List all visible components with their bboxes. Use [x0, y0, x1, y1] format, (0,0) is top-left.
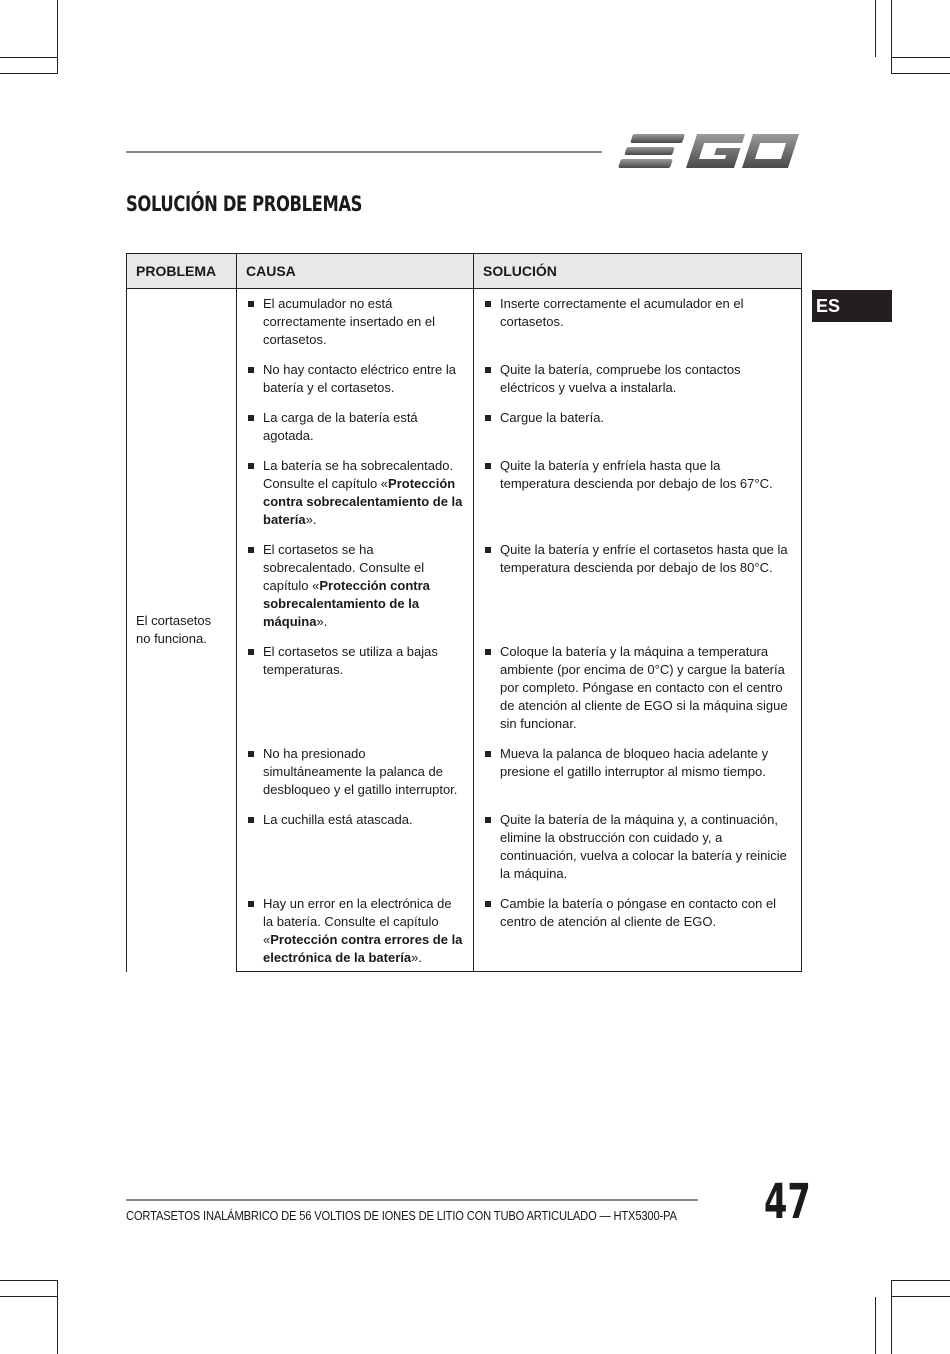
cause-text: La batería se ha sobrecalentado. Consulte el capítulo « — [263, 458, 454, 491]
header-solution: SOLUCIÓN — [474, 254, 802, 289]
cause-text: Hay un error en la electrónica de la batería. Consulte el capítulo « — [263, 896, 452, 947]
solution-text: Quite la batería, compruebe los contactos eléctricos y vuelva a instalarla. — [500, 362, 741, 395]
solution-cell — [474, 401, 802, 449]
cause-cell — [237, 449, 474, 533]
solution-text: Cambie la batería o póngase en contacto con el centro de atención al cliente de EGO. — [500, 896, 777, 929]
cause-item — [246, 457, 464, 529]
solution-cell — [474, 737, 802, 803]
cause-item — [246, 895, 464, 967]
solution-cell — [474, 635, 802, 737]
footer-text: CORTASETOS INALÁMBRICO DE 56 VOLTIOS DE IONES DE LITIO CON TUBO ARTICULADO — HTX5300-PA — [126, 1208, 677, 1223]
cause-text: El acumulador no está correctamente insertado en el cortasetos. — [263, 296, 435, 347]
cause-item — [246, 409, 464, 445]
solution-item — [483, 295, 792, 331]
language-tab: ES — [812, 290, 892, 322]
solution-item — [483, 811, 792, 883]
solution-cell — [474, 533, 802, 635]
cause-text: No hay contacto eléctrico entre la batería y el cortasetos. — [263, 362, 456, 395]
crop-mark — [891, 0, 892, 74]
solution-cell — [474, 803, 802, 887]
cause-text: ». — [305, 512, 317, 527]
solution-text: Cargue la batería. — [500, 410, 605, 425]
footer-rule — [126, 1199, 698, 1201]
crop-mark — [891, 57, 950, 58]
solution-cell — [474, 353, 802, 401]
crop-mark — [891, 1296, 950, 1297]
header-problem: PROBLEMA — [127, 254, 237, 289]
cause-item — [246, 541, 464, 631]
crop-mark — [57, 1280, 58, 1354]
cause-text: Protección contra errores de la electrónica de la batería — [263, 932, 463, 965]
crop-mark — [57, 0, 58, 74]
ego-logo — [615, 128, 801, 174]
cause-text: El cortasetos se utiliza a bajas temperaturas. — [263, 644, 438, 677]
solution-cell — [474, 887, 802, 972]
cause-text: ». — [411, 950, 422, 965]
solution-cell — [474, 449, 802, 533]
cause-text: El cortasetos se ha sobrecalentado. Consulte el capítulo « — [263, 542, 425, 593]
crop-mark — [875, 1297, 876, 1354]
cause-text: No ha presionado simultáneamente la palanca de desbloqueo y el gatillo interruptor. — [263, 746, 458, 797]
solution-item — [483, 409, 792, 427]
cause-text: ». — [316, 614, 328, 629]
solution-item — [483, 457, 792, 493]
cause-text: Protección contra sobrecalentamiento de la máquina — [263, 578, 430, 629]
solution-item — [483, 541, 792, 577]
page-title: SOLUCIÓN DE PROBLEMAS — [126, 192, 363, 216]
cause-item — [246, 811, 464, 829]
solution-item — [483, 361, 792, 397]
cause-item — [246, 295, 464, 349]
cause-text: La carga de la batería está agotada. — [263, 410, 418, 443]
cause-cell — [237, 533, 474, 635]
cause-cell — [237, 401, 474, 449]
solution-cell — [474, 289, 802, 354]
solution-text: Inserte correctamente el acumulador en el cortasetos. — [500, 296, 744, 329]
crop-mark — [0, 1280, 57, 1281]
solution-text: Quite la batería y enfríe el cortasetos hasta que la temperatura descienda por debajo de los 80°C. — [500, 542, 788, 575]
crop-mark — [891, 1280, 950, 1281]
solution-text: Quite la batería y enfríela hasta que la temperatura descienda por debajo de los 67°C. — [500, 458, 773, 491]
cause-cell — [237, 353, 474, 401]
troubleshooting-table — [126, 253, 802, 972]
cause-text: La cuchilla está atascada. — [263, 812, 413, 827]
cause-item — [246, 361, 464, 397]
cause-cell — [237, 635, 474, 737]
solution-item — [483, 895, 792, 931]
header-cause: CAUSA — [237, 254, 474, 289]
header-rule — [126, 151, 602, 153]
solution-text: Mueva la palanca de bloqueo hacia adelante y presione el gatillo interruptor al mismo tiempo. — [500, 746, 769, 779]
solution-text: Quite la batería de la máquina y, a continuación, elimine la obstrucción con cuidado y, a continuación, vuelva a colocar la batería y reinicie la máquina. — [500, 812, 787, 881]
crop-mark — [875, 0, 876, 57]
cause-cell — [237, 887, 474, 972]
solution-item — [483, 745, 792, 781]
cause-item — [246, 745, 464, 799]
crop-mark — [0, 73, 57, 74]
cause-cell — [237, 737, 474, 803]
cause-text: Protección contra sobrecalentamiento de la batería — [263, 476, 463, 527]
cause-cell — [237, 803, 474, 887]
crop-mark — [891, 1280, 892, 1354]
solution-item — [483, 643, 792, 733]
crop-mark — [891, 73, 950, 74]
table-header-row — [127, 254, 802, 289]
page-number: 47 — [764, 1174, 811, 1230]
table-row — [127, 289, 802, 354]
crop-mark — [0, 57, 57, 58]
crop-mark — [0, 1296, 57, 1297]
cause-item — [246, 643, 464, 679]
cause-cell — [237, 289, 474, 354]
problem-cell: El cortasetos no funciona. — [127, 289, 237, 972]
solution-text: Coloque la batería y la máquina a temperatura ambiente (por encima de 0°C) y cargue la batería por completo. Póngase en contacto con el centro de atención al cliente de EGO si la máquina sigue sin funcionar. — [500, 644, 788, 731]
